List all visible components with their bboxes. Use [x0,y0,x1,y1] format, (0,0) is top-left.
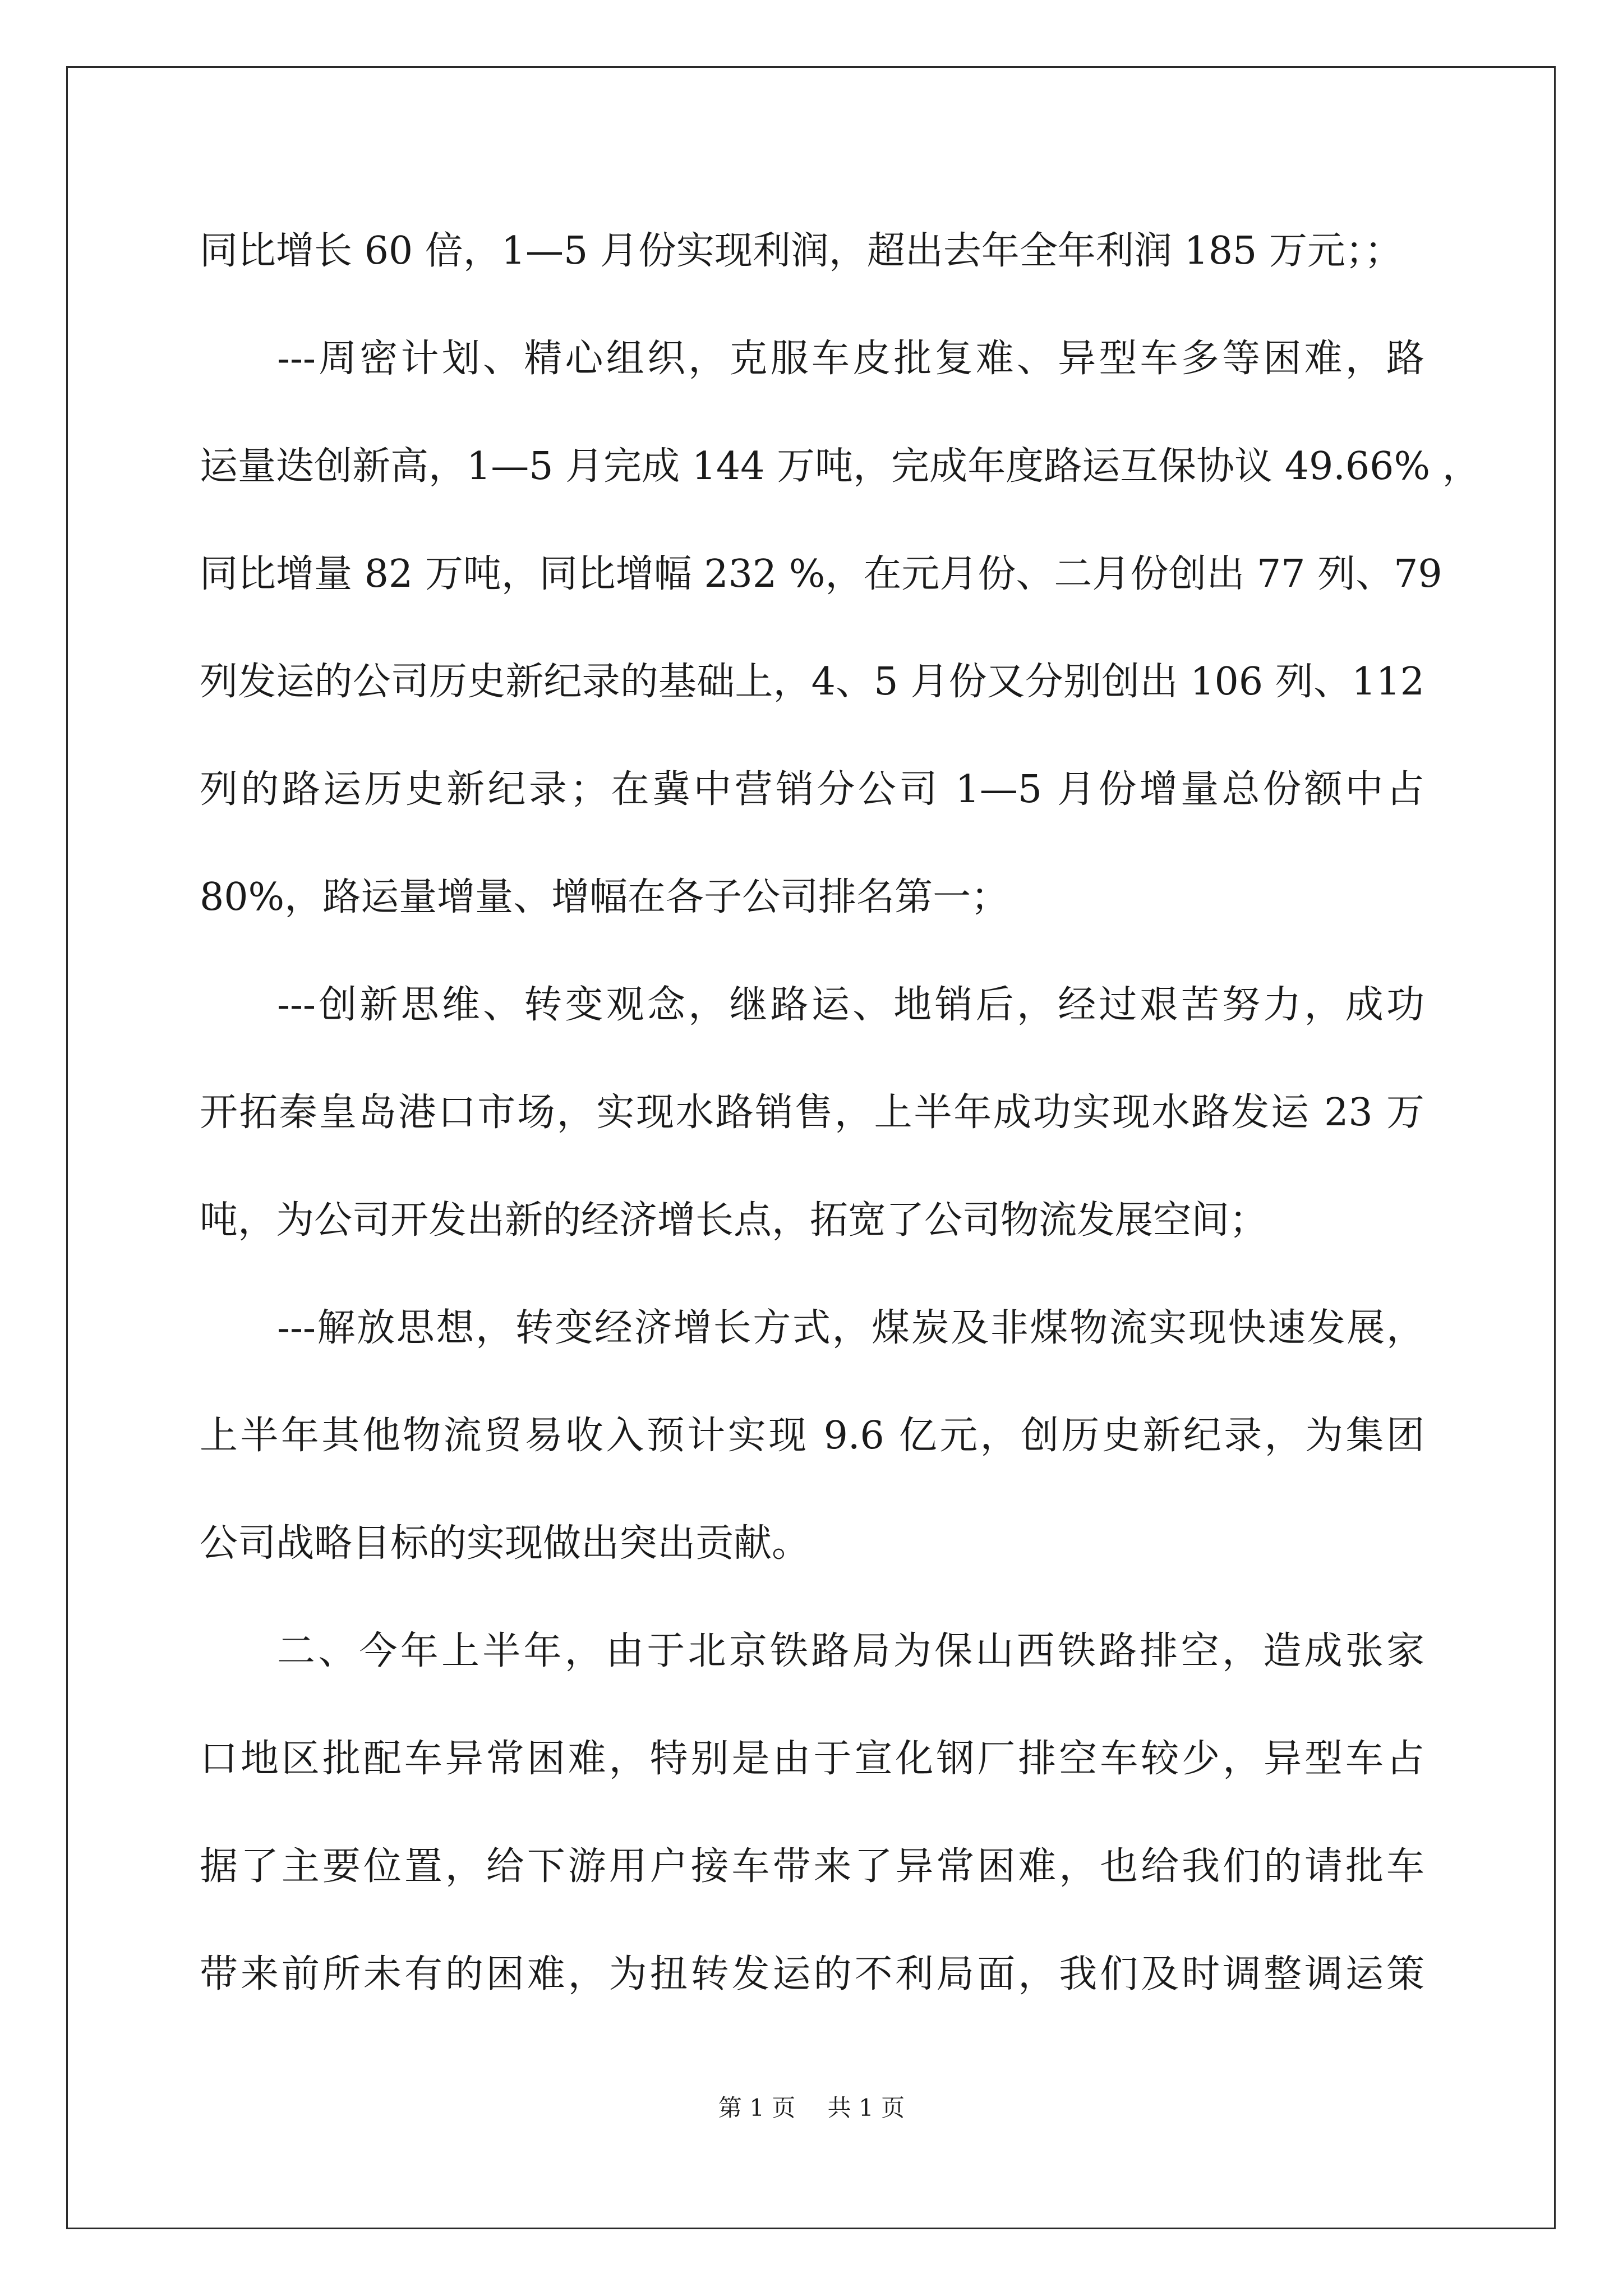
text-line: 列发运的公司历史新纪录的基础上，4、5 月份又分别创出 106 列、112 [200,660,1424,704]
text-line: 同比增量 82 万吨，同比增幅 232 %，在元月份、二月份创出 77 列、79 [200,552,1442,596]
text-line: 二、今年上半年，由于北京铁路局为保山西铁路排空，造成张家 [277,1629,1424,1673]
text-line: 运量迭创新高，1—5 月完成 144 万吨，完成年度路运互保协议 49.66% ， [200,444,1481,489]
document-body [200,223,1481,2054]
page-footer [0,2091,1623,2125]
text-line: ---创新思维、转变观念，继路运、地销后，经过艰苦努力，成功 [277,983,1424,1027]
text-line: 吨，为公司开发出新的经济增长点，拓宽了公司物流发展空间； [200,1198,1268,1243]
text-line: 80%，路运量增量、增幅在各子公司排名第一； [200,875,1009,919]
text-line: 上半年其他物流贸易收入预计实现 9.6 亿元，创历史新纪录，为集团 [200,1414,1424,1458]
text-line: 口地区批配车异常困难，特别是由于宣化钢厂排空车较少，异型车占 [200,1737,1424,1781]
page-number-total: 共 1 页 [827,2094,905,2122]
text-line: 列的路运历史新纪录；在冀中营销分公司 1—5 月份增量总份额中占 [200,767,1424,812]
page-number-current: 第 1 页 [718,2094,796,2122]
text-line: 据了主要位置，给下游用户接车带来了异常困难，也给我们的请批车 [200,1844,1424,1889]
text-line: 开拓秦皇岛港口市场，实现水路销售，上半年成功实现水路发运 23 万 [200,1091,1424,1135]
text-line: ---周密计划、精心组织，克服车皮批复难、异型车多等困难，路 [277,337,1424,381]
text-line: 带来前所未有的困难，为扭转发运的不利局面，我们及时调整调运策 [200,1952,1424,1996]
text-line: 公司战略目标的实现做出突出贡献。 [200,1521,810,1566]
text-line: ---解放思想，转变经济增长方式，煤炭及非煤物流实现快速发展， [277,1306,1424,1350]
text-line: 同比增长 60 倍，1—5 月份实现利润，超出去年全年利润 185 万元；； [200,229,1403,273]
